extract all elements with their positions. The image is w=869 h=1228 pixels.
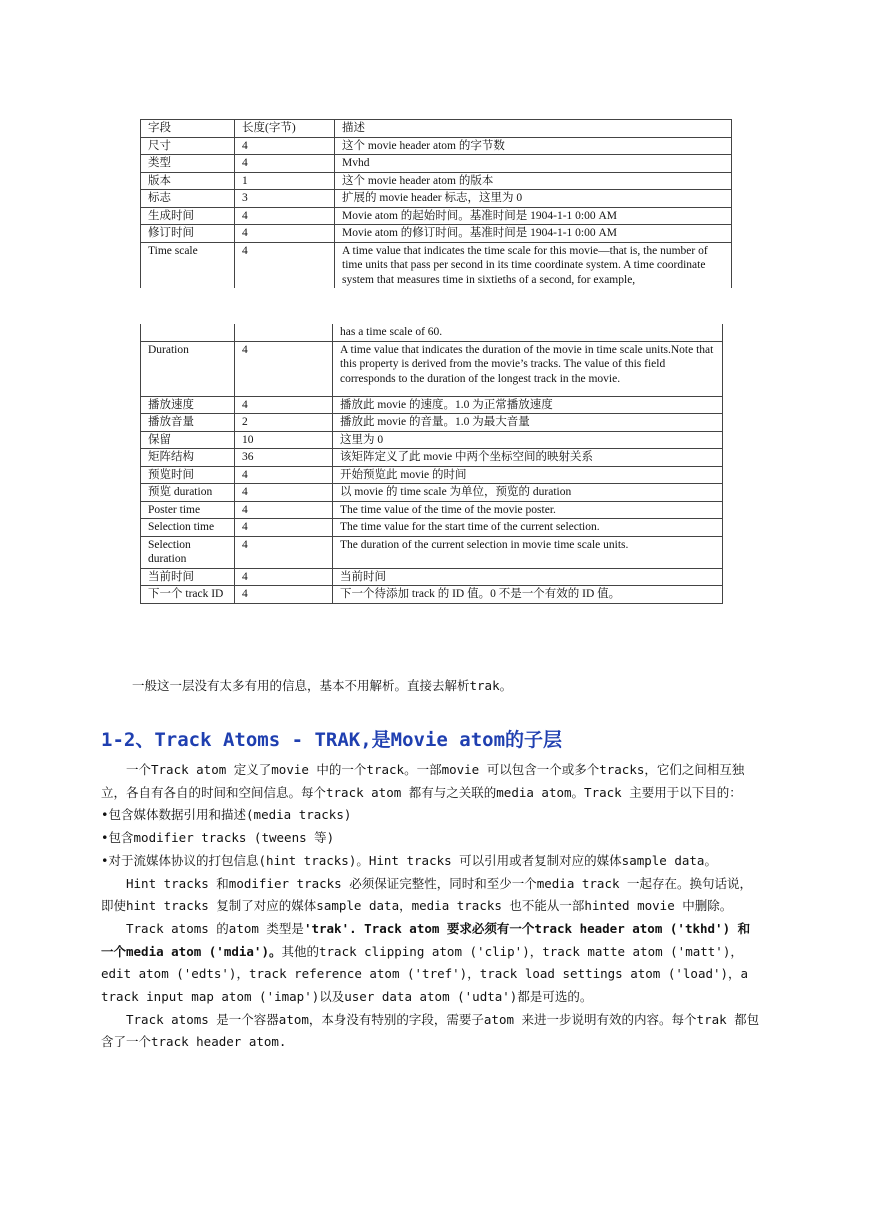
field-name-cell: Selection duration	[141, 536, 235, 568]
column-header: 长度(字节)	[235, 120, 335, 138]
field-name-cell: 尺寸	[141, 137, 235, 155]
table-row	[141, 155, 732, 173]
field-length-cell: 4	[235, 207, 335, 225]
column-header: 字段	[141, 120, 235, 138]
field-description-cell: 这个 movie header atom 的字节数	[335, 137, 732, 155]
field-name-cell: Selection time	[141, 519, 235, 537]
field-name-cell: 生成时间	[141, 207, 235, 225]
field-name-cell: Poster time	[141, 501, 235, 519]
field-length-cell: 4	[235, 519, 333, 537]
field-description-cell: 该矩阵定义了此 movie 中两个坐标空间的映射关系	[333, 449, 723, 467]
table-row	[141, 137, 732, 155]
field-name-cell: 预览时间	[141, 466, 235, 484]
field-description-cell: The time value for the start time of the current selection.	[333, 519, 723, 537]
paragraph-3-bold: 'trak'. Track atom 要求必须有一个track header atom ('tkhd') 和一个media atom ('mdia')。	[101, 920, 751, 959]
field-description-cell: 播放此 movie 的速度。1.0 为正常播放速度	[333, 396, 723, 414]
field-name-cell: 版本	[141, 172, 235, 190]
table-row	[141, 568, 723, 586]
table-row	[141, 501, 723, 519]
bullet-item: •对于流媒体协议的打包信息(hint tracks)。Hint tracks 可以引用或者复制对应的媒体sample data。	[101, 852, 717, 868]
field-length-cell: 36	[235, 449, 333, 467]
field-name-cell: 修订时间	[141, 225, 235, 243]
field-length-cell: 4	[235, 484, 333, 502]
field-length-cell: 4	[235, 225, 335, 243]
field-length-cell: 3	[235, 190, 335, 208]
paragraph-3	[101, 918, 761, 1009]
paragraph-1: 一个Track atom 定义了movie 中的一个track。一部movie 可以包含一个或多个tracks，它们之间相互独立，各自有各自的时间和空间信息。每个track atom 都有与之关联的media atom。Track 主要用于以下目的：	[101, 762, 745, 800]
field-name-cell: Duration	[141, 341, 235, 396]
field-name-cell: 标志	[141, 190, 235, 208]
field-length-cell: 4	[235, 137, 335, 155]
field-description-cell: The time value of the time of the movie poster.	[333, 501, 723, 519]
field-name-cell: 矩阵结构	[141, 449, 235, 467]
table-row	[141, 207, 732, 225]
table-cell: has a time scale of 60.	[333, 324, 723, 341]
bullet-item: •包含媒体数据引用和描述(media tracks)	[101, 807, 352, 823]
table-row	[141, 172, 732, 190]
field-name-cell: 播放速度	[141, 396, 235, 414]
table-row	[141, 396, 723, 414]
field-description-cell: 下一个待添加 track 的 ID 值。0 不是一个有效的 ID 值。	[333, 586, 723, 604]
bullet-item: •包含modifier tracks (tweens 等)	[101, 830, 335, 846]
field-length-cell: 4	[235, 466, 333, 484]
field-description-cell: 播放此 movie 的音量。1.0 为最大音量	[333, 414, 723, 432]
field-name-cell: 播放音量	[141, 414, 235, 432]
table-row	[141, 242, 732, 288]
field-description-cell: 以 movie 的 time scale 为单位，预览的 duration	[333, 484, 723, 502]
field-description-cell: Movie atom 的修订时间。基准时间是 1904-1-1 0:00 AM	[335, 225, 732, 243]
field-description-cell: 扩展的 movie header 标志，这里为 0	[335, 190, 732, 208]
table-row	[141, 466, 723, 484]
column-header: 描述	[335, 120, 732, 138]
field-length-cell: 4	[235, 536, 333, 568]
field-description-cell: The duration of the current selection in movie time scale units.	[333, 536, 723, 568]
field-name-cell: 当前时间	[141, 568, 235, 586]
table-row	[141, 484, 723, 502]
summary-text: 一般这一层没有太多有用的信息，基本不用解析。直接去解析trak。	[132, 678, 513, 693]
table-row	[141, 341, 723, 396]
table-row	[141, 414, 723, 432]
field-length-cell: 4	[235, 501, 333, 519]
field-length-cell: 4	[235, 341, 333, 396]
field-description-cell: 开始预览此 movie 的时间	[333, 466, 723, 484]
table-row	[141, 519, 723, 537]
field-description-cell: Mvhd	[335, 155, 732, 173]
field-length-cell: 4	[235, 155, 335, 173]
field-name-cell: 保留	[141, 431, 235, 449]
table-row	[141, 190, 732, 208]
table-row	[141, 431, 723, 449]
field-name-cell: 下一个 track ID	[141, 586, 235, 604]
field-description-cell: 这里为 0	[333, 431, 723, 449]
table-row	[141, 449, 723, 467]
table-header-row	[141, 120, 732, 138]
paragraph-4: Track atoms 是一个容器atom，本身没有特别的字段，需要子atom 来进一步说明有效的内容。每个trak 都包含了一个track header atom.	[101, 1011, 760, 1050]
field-length-cell: 10	[235, 431, 333, 449]
paragraph-3-end: 其他的track clipping atom ('clip')，track matte atom ('matt')，edit atom ('edts')，track reference atom ('tref')，track load settings atom ('load')，a track input map atom ('imap')以及user data atom ('udta')都是可选的。	[101, 943, 749, 1005]
movie-header-table-part2	[140, 324, 723, 604]
field-name-cell: 类型	[141, 155, 235, 173]
field-description-cell: 当前时间	[333, 568, 723, 586]
field-length-cell: 4	[235, 586, 333, 604]
field-description-cell: A time value that indicates the time scale for this movie—that is, the number of time units that pass per second in its time coordinate system. A time coordinate system that measures time in sixtieths of a second, for example,	[335, 242, 732, 288]
field-description-cell: Movie atom 的起始时间。基准时间是 1904-1-1 0:00 AM	[335, 207, 732, 225]
field-length-cell: 4	[235, 396, 333, 414]
field-name-cell: 预览 duration	[141, 484, 235, 502]
paragraph-2: Hint tracks 和modifier tracks 必须保证完整性，同时和至少一个media track 一起存在。换句话说，即使hint tracks 复制了对应的媒体sample data，media tracks 也不能从一部hinted movie 中删除。	[101, 875, 753, 914]
table-row	[141, 225, 732, 243]
table-row-continuation	[141, 324, 723, 341]
field-length-cell: 4	[235, 242, 335, 288]
body-text	[101, 759, 761, 1054]
field-description-cell: 这个 movie header atom 的版本	[335, 172, 732, 190]
movie-header-table-part1	[140, 119, 732, 288]
field-length-cell: 1	[235, 172, 335, 190]
field-name-cell: Time scale	[141, 242, 235, 288]
field-description-cell: A time value that indicates the duration of the movie in time scale units.Note that this property is derived from the movie’s tracks. The value of this field corresponds to the duration of the longest track in the movie.	[333, 341, 723, 396]
field-length-cell: 4	[235, 568, 333, 586]
paragraph-3-start: Track atoms 的atom 类型是	[126, 920, 304, 936]
table-row	[141, 536, 723, 568]
field-length-cell: 2	[235, 414, 333, 432]
section-heading: 1-2、Track Atoms - TRAK,是Movie atom的子层	[101, 729, 563, 751]
table-row	[141, 586, 723, 604]
